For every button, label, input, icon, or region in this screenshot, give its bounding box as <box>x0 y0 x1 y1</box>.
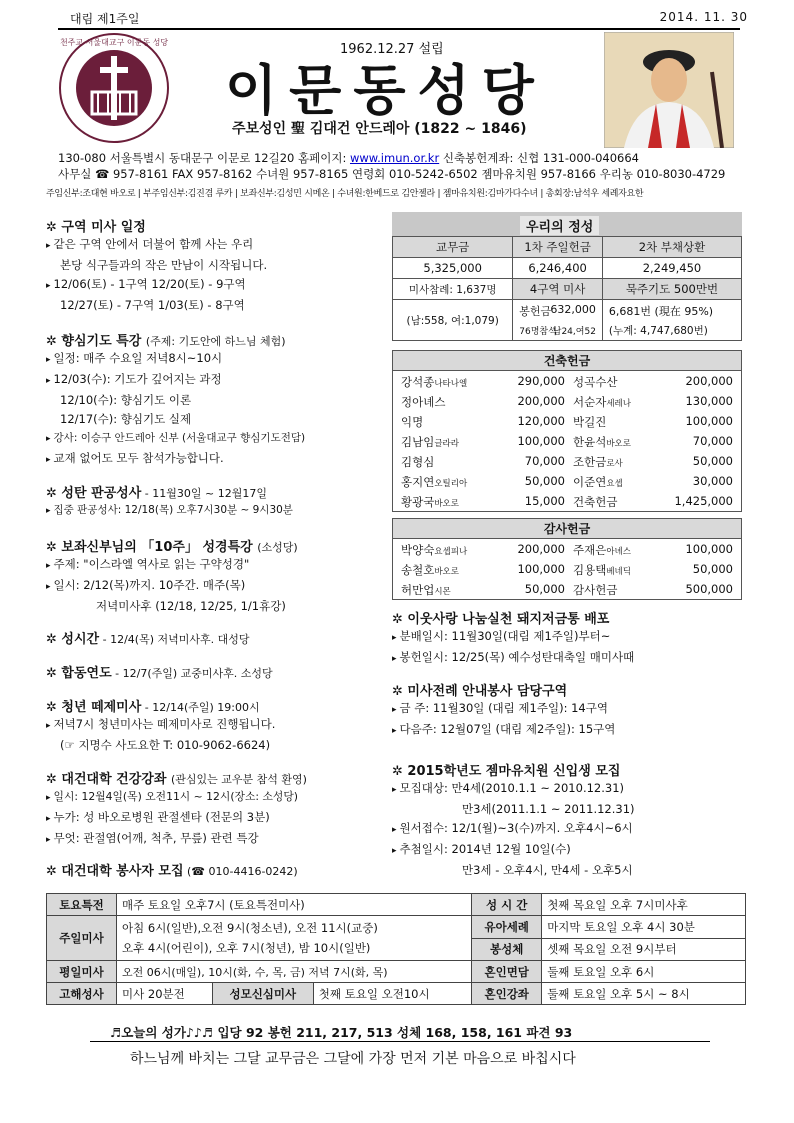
section-title: ✲ 구역 미사 일정 <box>46 220 146 235</box>
district-gift: 632,000 <box>550 303 596 316</box>
star-icon: ✲ <box>46 334 62 349</box>
text-line: 12/10(수): 향심기도 이론 <box>60 393 192 407</box>
offering-value: 2,249,450 <box>602 258 741 279</box>
sunday-mass-line: 아침 6시(일반),오전 9시(청소년), 오전 11시(교중) <box>122 921 378 935</box>
donor-amount: 200,000 <box>685 374 733 388</box>
prayer-section <box>46 330 386 470</box>
schedule-value: 둘째 토요일 오후 5시 ~ 8시 <box>542 983 746 1005</box>
rosary-count: 6,681번 (現在 95%) <box>608 305 714 318</box>
donor-amount: 30,000 <box>692 474 733 488</box>
donor-amount: 200,000 <box>517 394 565 408</box>
donor-amount: 200,000 <box>517 542 565 556</box>
donor-name: 성곡수산 <box>573 375 618 389</box>
text-line: ▸ 주제: "이스라엘 역사로 읽는 구약성경" <box>46 555 386 576</box>
holy-hour-section <box>46 628 386 647</box>
text-line: ▸ 일시: 12월4일(목) 오전11시 ~ 12시(장소: 소성당) <box>46 787 386 808</box>
building-fund-rows <box>393 371 741 511</box>
text-line: 저녁미사후 (12/18, 12/25, 1/1휴강) <box>96 599 286 613</box>
district-mass-section <box>46 216 386 315</box>
fund-row <box>393 411 741 431</box>
text-line: ▸ 분배일시: 11월30일(대림 제1주일)부터~ <box>392 627 742 648</box>
donor-name: 강석종나타나엘 <box>401 375 468 389</box>
offering-value: 5,325,000 <box>393 258 513 279</box>
text-line: ▸ 원서접수: 12/1(월)~3(수)까지. 오후4시~6시 <box>392 819 742 840</box>
donor-name: 정아녜스 <box>401 395 446 409</box>
offering-table <box>392 236 742 341</box>
schedule-value: 첫째 목요일 오후 7시미사후 <box>542 894 746 916</box>
text-line: ▸ 봉헌일시: 12/25(목) 예수성탄대축일 매미사때 <box>392 648 742 669</box>
donor-name: 김형심 <box>401 455 435 469</box>
kindergarten-section <box>392 760 742 880</box>
thanks-fund-title: 감사헌금 <box>393 519 741 539</box>
district-mass-head: 4구역 미사 <box>513 279 603 300</box>
volunteer-section <box>46 860 386 879</box>
schedule-label: 고해성사 <box>47 983 117 1005</box>
donor-amount: 50,000 <box>524 582 565 596</box>
text-line: ▸ 12/03(수): 기도가 깊어지는 과정 <box>46 370 386 391</box>
text-line: ▸ 12/06(토) - 1구역 12/20(토) - 9구역 <box>46 275 386 296</box>
donor-name: 건축헌금 <box>573 495 618 509</box>
text-line: ▸ 교재 없어도 모두 참석가능합니다. <box>46 449 386 470</box>
address-line <box>58 150 738 166</box>
star-icon: ✲ <box>46 864 62 879</box>
address-text: 130-080 서울특별시 동대문구 이문로 12길20 홈페이지: <box>58 151 350 165</box>
donor-name: 허만업시몬 <box>401 583 451 597</box>
schedule-label: 성모신심미사 <box>212 983 313 1005</box>
text-line: 만3세 - 오후4시, 만4세 - 오후5시 <box>462 863 633 877</box>
baptismal-name: 세레나 <box>606 399 631 409</box>
website-link[interactable]: www.imun.or.kr <box>349 151 440 165</box>
donor-amount: 120,000 <box>517 414 565 428</box>
schedule-label: 혼인강좌 <box>472 983 542 1005</box>
sunday-mass-line: 오후 4시(어린이), 오후 7시(청년), 밤 10시(일반) <box>122 941 371 955</box>
footer-motto: 하느님께 바치는 그달 교무금은 그달에 가장 먼저 기본 마음으로 바칩시다 <box>130 1051 576 1067</box>
logo-text-top: 천주교 서울대교구 이문동 성당 <box>59 38 169 47</box>
section-title: ✲ 보좌신부님의 「10주」 성경특강 (소성당) <box>46 540 298 555</box>
baptismal-name: 아녜스 <box>606 547 631 557</box>
star-icon: ✲ <box>46 632 62 647</box>
schedule-label: 주일미사 <box>47 916 117 961</box>
donor-amount: 50,000 <box>524 474 565 488</box>
baptismal-name: 로사 <box>606 459 623 469</box>
baptismal-name: 바오로 <box>606 439 631 449</box>
baptismal-name: 시몬 <box>434 587 451 597</box>
text-line: ▸ 무엇: 관절염(어깨, 척추, 무릎) 관련 특강 <box>46 829 386 850</box>
thanks-fund-box <box>392 518 742 600</box>
rosary-head: 묵주기도 500만번 <box>602 279 741 300</box>
section-title: ✲ 2015학년도 젬마유치원 신입생 모집 <box>392 764 621 779</box>
header-divider <box>58 28 740 30</box>
text-line: (☞ 지명수 사도요한 T: 010-9062-6624) <box>60 738 271 752</box>
fund-row <box>393 491 741 511</box>
donor-name: 박길진 <box>573 415 607 429</box>
star-icon: ✲ <box>46 666 62 681</box>
donor-name: 조한금로사 <box>573 455 623 469</box>
donor-amount: 50,000 <box>692 454 733 468</box>
text-line: ▸ 모집대상: 만4세(2010.1.1 ~ 2010.12.31) <box>392 779 742 800</box>
donor-name: 한윤석바오로 <box>573 435 631 449</box>
star-icon: ✲ <box>46 486 62 501</box>
text-line: 만3세(2011.1.1 ~ 2011.12.31) <box>462 802 635 816</box>
liturgical-week: 대림 제1주일 <box>70 12 140 26</box>
thanks-fund-rows <box>393 539 741 599</box>
penance-section <box>46 482 386 521</box>
donor-amount: 15,000 <box>524 494 565 508</box>
building-account: 신축봉헌계좌: 신협 131-000-040664 <box>439 151 639 165</box>
text-line: ▸ 다음주: 12월07일 (대림 제2주일): 15구역 <box>392 720 742 741</box>
schedule-label: 유아세례 <box>472 916 542 939</box>
district-mass-detail <box>513 300 603 341</box>
offering-head: 1차 주일헌금 <box>513 237 603 258</box>
section-title: ✲ 성시간 - 12/4(목) 저녁미사후. 대성당 <box>46 632 250 647</box>
fund-row <box>393 559 741 579</box>
todays-hymns: ♬오늘의 성가♪♪♬ 입당 92 봉헌 211, 217, 513 성체 168, 158, 161 파견 93 <box>110 1025 573 1040</box>
star-icon: ✲ <box>392 764 408 779</box>
section-title: ✲ 합동연도 - 12/7(주일) 교중미사후. 소성당 <box>46 666 273 681</box>
fund-row <box>393 431 741 451</box>
text-line: 12/27(토) - 7구역 1/03(토) - 8구역 <box>60 298 245 312</box>
donor-amount: 100,000 <box>517 562 565 576</box>
building-fund-box <box>392 350 742 512</box>
donor-amount: 130,000 <box>685 394 733 408</box>
memorial-section <box>46 662 386 681</box>
schedule-label: 성 시 간 <box>472 894 542 916</box>
district-people: 76명참석 <box>519 327 557 337</box>
offering-head: 2차 부채상환 <box>602 237 741 258</box>
fund-row <box>393 579 741 599</box>
text-line: ▸ 강사: 이승구 안드레아 신부 (서울대교구 향심기도전담) <box>46 429 386 449</box>
donor-name: 익명 <box>401 415 424 429</box>
schedule-value: 둘째 토요일 오후 6시 <box>542 961 746 983</box>
patron-saint: 주보성인 聖 김대건 안드레아 (1822 ~ 1846) <box>232 121 527 137</box>
text-line: ▸ 집중 판공성사: 12/18(목) 오후7시30분 ~ 9시30분 <box>46 501 386 521</box>
staff-line: 주임신부:조대현 바오로 | 부주임신부:김진겸 루카 | 보좌신부:김성민 시메온 | 수녀원:한베드로 김안젤라 | 젬마유치원:김마가다수녀 | 총회장:남석우 세례자요한 <box>46 189 644 199</box>
baptismal-name: 글라라 <box>434 439 459 449</box>
star-icon: ✲ <box>46 220 62 235</box>
text-line: 12/17(수): 향심기도 실제 <box>60 412 192 426</box>
baptismal-name: 바오로 <box>434 567 459 577</box>
donor-name: 김남임글라라 <box>401 435 459 449</box>
star-icon: ✲ <box>46 540 62 555</box>
text-line: ▸ 추첨일시: 2014년 12월 10일(수) <box>392 840 742 861</box>
section-title: ✲ 대건대학 건강강좌 (관심있는 교우분 참석 환영) <box>46 772 307 787</box>
footer-divider <box>90 1041 710 1042</box>
saint-portrait-icon <box>604 32 734 148</box>
fund-row <box>393 391 741 411</box>
issue-date: 2014. 11. 30 <box>659 10 748 24</box>
parish-logo-icon <box>58 32 170 144</box>
baptismal-name: 요셉피나 <box>434 547 468 557</box>
fund-row <box>393 539 741 559</box>
bible-study-section <box>46 536 386 616</box>
donor-amount: 100,000 <box>517 434 565 448</box>
schedule-label: 혼인면담 <box>472 961 542 983</box>
fund-row <box>393 371 741 391</box>
district-gender: 남24,여52 <box>552 327 596 337</box>
donor-name: 김용택베네딕 <box>573 563 631 577</box>
schedule-value: 미사 20분전 <box>117 983 213 1005</box>
donor-amount: 100,000 <box>685 414 733 428</box>
schedule-value: 매주 토요일 오후7시 (토요특전미사) <box>117 894 472 916</box>
header-top <box>58 10 748 26</box>
donor-amount: 290,000 <box>517 374 565 388</box>
donor-name: 감사헌금 <box>573 583 618 597</box>
donor-amount: 50,000 <box>692 562 733 576</box>
offering-head: 교무금 <box>393 237 513 258</box>
section-title: ✲ 미사전례 안내봉사 담당구역 <box>392 684 568 699</box>
text-line: ▸ 누가: 성 바오로병원 관절센타 (전문의 3분) <box>46 808 386 829</box>
donor-name: 홍지연오틸리아 <box>401 475 468 489</box>
donor-amount: 70,000 <box>524 454 565 468</box>
schedule-label: 평일미사 <box>47 961 117 983</box>
liturgy-section <box>392 680 742 741</box>
schedule-label: 토요특전 <box>47 894 117 916</box>
text-line: ▸ 일정: 매주 수요일 저녁8시~10시 <box>46 349 386 370</box>
schedule-value: 셋째 목요일 오전 9시부터 <box>542 938 746 961</box>
baptismal-name: 바오로 <box>434 499 459 509</box>
schedule-value <box>117 916 472 961</box>
text-line: ▸ 일시: 2/12(목)까지. 10주간. 매주(목) <box>46 576 386 597</box>
building-fund-title: 건축헌금 <box>393 351 741 371</box>
section-title: ✲ 성탄 판공성사 - 11월30일 ~ 12월17일 <box>46 486 267 501</box>
schedule-label: 봉성체 <box>472 938 542 961</box>
rosary-detail <box>602 300 741 341</box>
donor-name: 황광국바오로 <box>401 495 459 509</box>
section-title: ✲ 이웃사랑 나눔실천 돼지저금통 배포 <box>392 612 610 627</box>
fund-row <box>393 471 741 491</box>
rosary-total: (누계: 4,747,680번) <box>608 325 708 337</box>
schedule-table <box>46 893 746 1005</box>
youth-mass-section <box>46 696 386 755</box>
baptismal-name: 오틸리아 <box>434 479 468 489</box>
piggybank-section <box>392 608 742 669</box>
star-icon: ✲ <box>392 684 408 699</box>
health-lecture-section <box>46 768 386 850</box>
donor-amount: 500,000 <box>685 582 733 596</box>
donor-amount: 70,000 <box>692 434 733 448</box>
offering-title: 우리의 정성 <box>520 216 599 235</box>
donor-name: 박양숙요셉피나 <box>401 543 468 557</box>
baptismal-name: 요셉 <box>606 479 623 489</box>
attendance: 미사참례: 1,637명 <box>393 279 513 300</box>
text-line: ▸ 금 주: 11월30일 (대림 제1주일): 14구역 <box>392 699 742 720</box>
offering-value: 6,246,400 <box>513 258 603 279</box>
schedule-value: 오전 06시(매일), 10시(화, 수, 목, 금) 저녁 7시(화, 목) <box>117 961 472 983</box>
section-title: ✲ 청년 떼제미사 - 12/14(주일) 19:00시 <box>46 700 260 715</box>
district-gift-label: 봉헌금 <box>519 305 552 318</box>
section-title: ✲ 향심기도 특강 (주제: 기도안에 하느님 체험) <box>46 334 286 349</box>
attendance-detail: (남:558, 여:1,079) <box>393 300 513 341</box>
schedule-value: 첫째 토요일 오전10시 <box>313 983 471 1005</box>
text-line: ▸ 저녁7시 청년미사는 떼제미사로 진행됩니다. <box>46 715 386 736</box>
text-line: 본당 식구들과의 작은 만남이 시작됩니다. <box>60 258 268 272</box>
fund-row <box>393 451 741 471</box>
baptismal-name: 베네딕 <box>606 567 631 577</box>
section-title: ✲ 대건대학 봉사자 모집 (☎ 010-4416-0242) <box>46 864 298 879</box>
schedule-value: 마지막 토요일 오후 4시 30분 <box>542 916 746 939</box>
donor-name: 송철호바오로 <box>401 563 459 577</box>
star-icon: ✲ <box>46 700 62 715</box>
founded-date: 1962.12.27 설립 <box>340 42 444 57</box>
parish-title: 이문동성당 <box>225 59 546 122</box>
phone-line: 사무실 ☎ 957-8161 FAX 957-8162 수녀원 957-8165 연령회 010-5242-6502 젬마유치원 957-8166 우리농 010-8030-4729 <box>58 167 726 181</box>
donor-amount: 1,425,000 <box>674 494 733 508</box>
baptismal-name: 나타나엘 <box>434 379 468 389</box>
donor-name: 이준연요셉 <box>573 475 623 489</box>
star-icon: ✲ <box>392 612 408 627</box>
donor-name: 주재은아녜스 <box>573 543 631 557</box>
offering-header <box>392 212 742 236</box>
star-icon: ✲ <box>46 772 62 787</box>
text-line: ▸ 같은 구역 안에서 더불어 함께 사는 우리 <box>46 235 386 256</box>
donor-name: 서순자세레나 <box>573 395 631 409</box>
donor-amount: 100,000 <box>685 542 733 556</box>
